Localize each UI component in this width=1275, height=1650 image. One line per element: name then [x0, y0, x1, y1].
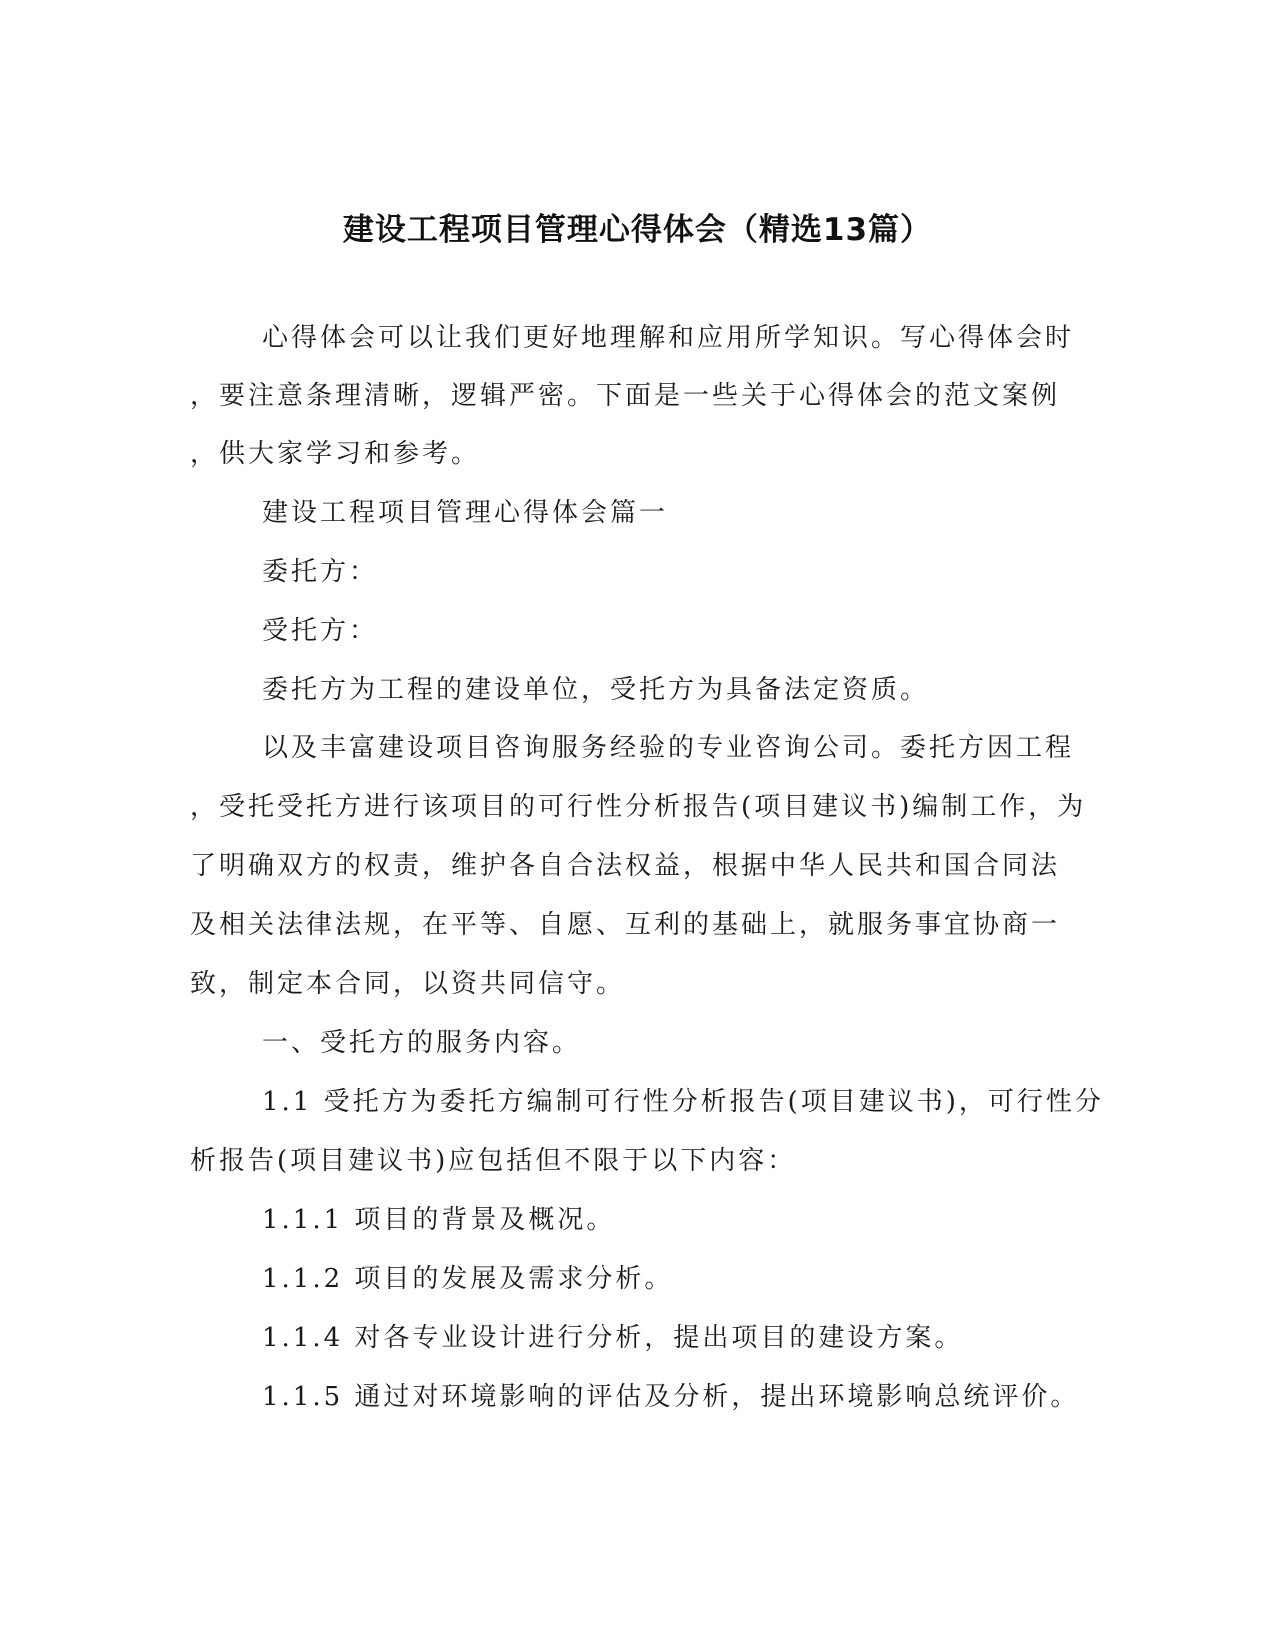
section-heading: 建设工程项目管理心得体会篇一 [262, 498, 669, 528]
item-1-1-1: 1.1.1 项目的背景及概况。 [262, 1205, 616, 1235]
intro-line-2: ，要注意条理清晰，逻辑严密。下面是一些关于心得体会的范文案例 [190, 381, 1061, 411]
clause-1-1-line-2: 析报告(项目建议书)应包括但不限于以下内容： [190, 1146, 797, 1176]
main-paragraph-line-5: 致，制定本合同，以资共同信守。 [190, 969, 626, 999]
item-1-1-4: 1.1.4 对各专业设计进行分析，提出项目的建设方案。 [262, 1323, 964, 1353]
parties-paragraph: 委托方为工程的建设单位，受托方为具备法定资质。 [262, 675, 930, 705]
main-paragraph-line-3: 了明确双方的权责，维护各自合法权益，根据中华人民共和国合同法 [190, 851, 1061, 881]
clause-1-1-line-1: 1.1 受托方为委托方编制可行性分析报告(项目建议书)，可行性分 [262, 1087, 1104, 1117]
main-paragraph-line-4: 及相关法律法规，在平等、自愿、互利的基础上，就服务事宜协商一 [190, 910, 1061, 940]
item-1-1-2: 1.1.2 项目的发展及需求分析。 [262, 1264, 674, 1294]
main-paragraph-line-2: ，受托受托方进行该项目的可行性分析报告(项目建议书)编制工作，为 [190, 792, 1087, 822]
clause-1-heading: 一、受托方的服务内容。 [262, 1028, 582, 1058]
consignor-label: 委托方： [262, 557, 379, 587]
intro-line-3: ，供大家学习和参考。 [190, 439, 481, 469]
main-paragraph-line-1: 以及丰富建设项目咨询服务经验的专业咨询公司。委托方因工程 [262, 733, 1075, 763]
intro-line-1: 心得体会可以让我们更好地理解和应用所学知识。写心得体会时 [262, 323, 1075, 353]
document-title: 建设工程项目管理心得体会（精选13篇） [342, 212, 933, 248]
item-1-1-5: 1.1.5 通过对环境影响的评估及分析，提出环境影响总统评价。 [262, 1382, 1080, 1412]
consignee-label: 受托方： [262, 616, 379, 646]
